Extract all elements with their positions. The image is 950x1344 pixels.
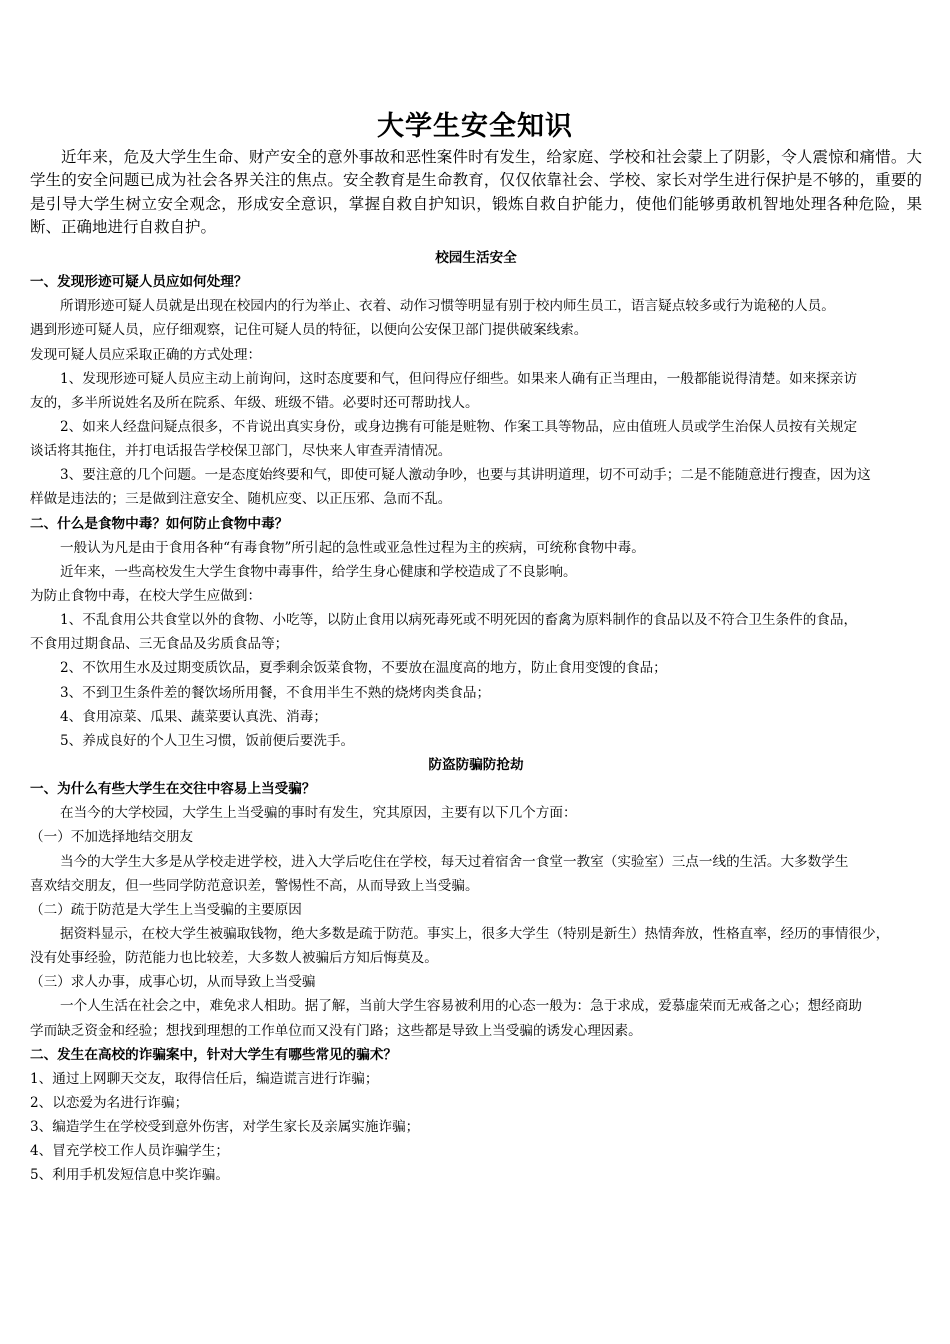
paragraph-line: （二）疏于防范是大学生上当受骗的主要原因 [30,901,302,918]
paragraph-line-indented: 一个人生活在社会之中，难免求人相助。据了解，当前大学生容易被利用的心态一般为：急于求成，爱慕虚荣而无戒备之心；想经商助 [60,998,863,1015]
question-heading: 一、为什么有些大学生在交往中容易上当受骗？ [30,781,316,798]
paragraph-line: 4、冒充学校工作人员诈骗学生； [30,1143,229,1160]
question-heading: 一、发现形迹可疑人员应如何处理？ [30,274,248,291]
paragraph-line-indented: 据资料显示，在校大学生被骗取钱物，绝大多数是疏于防范。事实上，很多大学生（特别是新生）热情奔放，性格直率，经历的事情很少， [60,925,890,942]
paragraph-line: 不食用过期食品、三无食品及劣质食品等； [30,636,289,653]
paragraph-line: 没有处事经验，防范能力也比较差，大多数人被骗后方知后悔莫及。 [30,950,438,967]
section-heading: 校园生活安全 [435,250,517,266]
paragraph-line-indented: 2、如来人经盘问疑点很多，不肯说出真实身份，或身边携有可能是赃物、作案工具等物品，应由值班人员或学生治保人员按有关规定 [60,418,858,435]
paragraph-line-indented: 3、要注意的几个问题。一是态度始终要和气，即使可疑人激动争吵，也要与其讲明道理，切不可动手；二是不能随意进行搜查，因为这 [60,467,871,484]
paragraph-line-indented: 2、不饮用生水及过期变质饮品，夏季剩余饭菜食物，不要放在温度高的地方，防止食用变馊的食品； [60,660,667,677]
intro-text: 近年来，危及大学生生命、财产安全的意外事故和恶性案件时有发生，给家庭、学校和社会蒙上了阴影，令人震惊和痛惜。大学生的安全问题已成为社会各界关注的焦点。安全教育是生命教育，仅仅依靠社会、学校、家长对学生进行保护是不够的，重要的是引导大学生树立安全观念，形成安全意识，掌握自救自护知识，锻炼自救自护能力，使他们能够勇敢机智地处理各种危险，果断、正确地进行自救自护。 [30,148,922,237]
paragraph-line: 样做是违法的；三是做到注意安全、随机应变、以正压邪、急而不乱。 [30,491,452,508]
question-heading: 二、发生在高校的诈骗案中，针对大学生有哪些常见的骗术？ [30,1046,398,1063]
intro-paragraph [30,146,922,240]
paragraph-line-indented: 1、发现形迹可疑人员应主动上前询问，这时态度要和气，但问得应仔细些。如果来人确有正当理由，一般都能说得清楚。如来探亲访 [60,370,858,387]
section-heading: 防盗防骗防抢劫 [428,756,524,773]
paragraph-line-indented: 3、不到卫生条件差的餐饮场所用餐，不食用半生不熟的烧烤肉类食品； [60,684,491,701]
paragraph-line: 为防止食物中毒，在校大学生应做到： [30,587,262,604]
paragraph-line: 3、编造学生在学校受到意外伤害，对学生家长及亲属实施诈骗； [30,1119,420,1136]
paragraph-line: 发现可疑人员应采取正确的方式处理： [30,346,262,363]
paragraph-line-indented: 所谓形迹可疑人员就是出现在校园内的行为举止、衣着、动作习惯等明显有别于校内师生员工，语言疑点较多或行为诡秘的人员。 [60,298,835,315]
paragraph-line-indented: 当今的大学生大多是从学校走进学校，进入大学后吃住在学校，每天过着宿舍一食堂一教室（实验室）三点一线的生活。大多数学生 [60,853,849,870]
paragraph-line: 友的，多半所说姓名及所在院系、年级、班级不错。必要时还可帮助找人。 [30,394,479,411]
paragraph-line: （一）不加选择地结交朋友 [30,829,194,846]
paragraph-line-indented: 近年来，一些高校发生大学生食物中毒事件，给学生身心健康和学校造成了不良影响。 [60,563,577,580]
paragraph-line: 学而缺乏资金和经验；想找到理想的工作单位而又没有门路；这些都是导致上当受骗的诱发心理因素。 [30,1022,642,1039]
paragraph-line-indented: 5、养成良好的个人卫生习惯，饭前便后要洗手。 [60,732,355,749]
paragraph-line: 遇到形迹可疑人员，应仔细观察，记住可疑人员的特征，以便向公安保卫部门提供破案线索。 [30,322,588,339]
paragraph-line: 2、以恋爱为名进行诈骗； [30,1094,189,1111]
document-body [30,246,922,1187]
paragraph-line: 5、利用手机发短信息中奖诈骗。 [30,1167,229,1184]
paragraph-line-indented: 4、食用凉菜、瓜果、蔬菜要认真洗、消毒； [60,708,327,725]
document-title: 大学生安全知识 [377,111,573,142]
paragraph-line: （三）求人办事，成事心切，从而导致上当受骗 [30,974,316,991]
paragraph-line-indented: 一般认为凡是由于食用各种“有毒食物”所引起的急性或亚急性过程为主的疾病，可统称食物中毒。 [60,539,645,556]
paragraph-line: 1、通过上网聊天交友，取得信任后，编造谎言进行诈骗； [30,1070,379,1087]
paragraph-line: 喜欢结交朋友，但一些同学防范意识差，警惕性不高，从而导致上当受骗。 [30,877,479,894]
paragraph-line: 谈话将其拖住，并打电话报告学校保卫部门，尽快来人审查弄清情况。 [30,443,452,460]
paragraph-line-indented: 在当今的大学校园，大学生上当受骗的事时有发生，究其原因，主要有以下几个方面： [60,805,577,822]
paragraph-line-indented: 1、不乱食用公共食堂以外的食物、小吃等，以防止食用以病死毒死或不明死因的畜禽为原料制作的食品以及不符合卫生条件的食品， [60,612,858,629]
question-heading: 二、什么是食物中毒？如何防止食物中毒？ [30,515,289,532]
